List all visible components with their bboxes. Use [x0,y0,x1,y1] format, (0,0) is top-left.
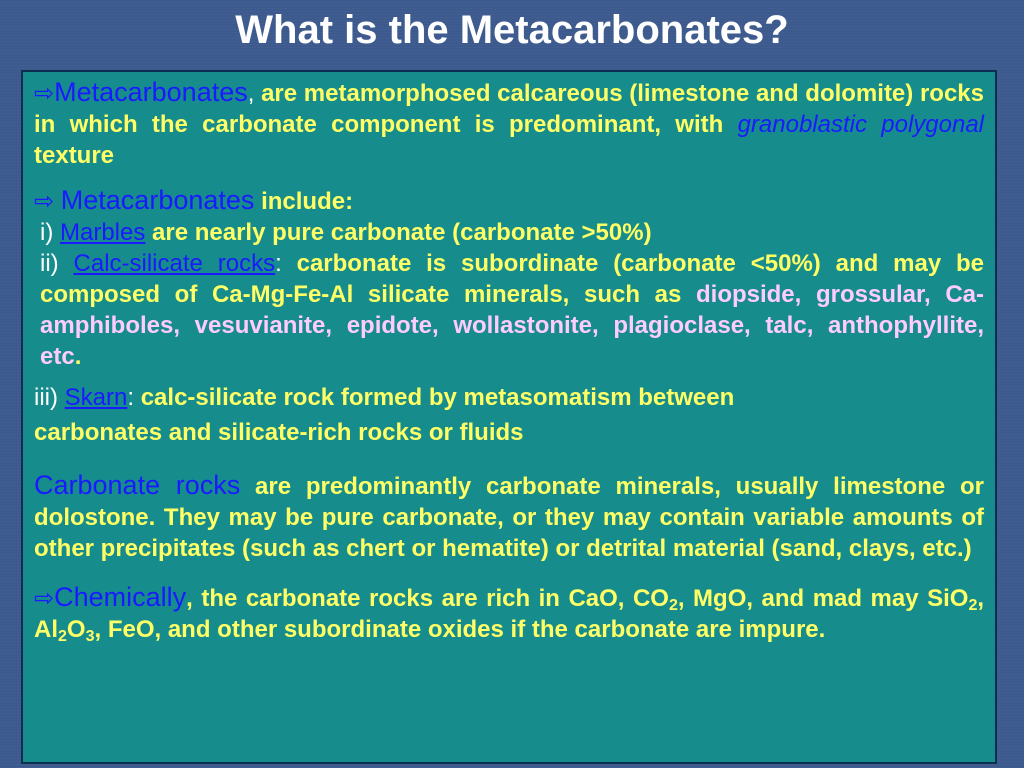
term-skarn: Skarn [64,384,128,411]
chem-text: , Al [34,585,985,643]
list-item-skarn-cont [34,417,984,448]
item-text: carbonate is subordinate (carbonate <50%) and may be composed of Ca-Mg-Fe-Al silicate minerals, such as [40,250,985,308]
item-text: are nearly pure carbonate (carbonate >50%) [145,219,652,246]
item-number: i) [40,219,60,246]
content-panel [21,70,997,764]
item-number: ii) [40,250,74,277]
period: . [74,343,82,370]
arrow-icon: ⇨ [34,188,55,215]
colon: : [127,384,135,411]
term-carbonate-rocks: Carbonate rocks [34,470,241,500]
list-item-calc-silicate [34,248,984,372]
term-calc-silicate: Calc-silicate rocks [73,250,276,277]
item-text-cont: carbonates and silicate-rich rocks or fluids [34,419,524,446]
definition-text-end: texture [34,142,115,169]
comma: , [247,80,255,107]
paragraph-chemically [34,582,984,645]
include-text: include: [254,188,354,215]
subscript: 3 [85,628,95,645]
chem-text: O [66,616,86,643]
item-text: calc-silicate rock formed by metasomatism between [134,384,735,411]
subscript: 2 [668,597,678,614]
item-number: iii) [34,384,65,411]
texture-term: granoblastic polygonal [737,111,984,138]
chem-text: , FeO, and other subordinate oxides if the carbonate are impure. [94,616,826,643]
definition-text: are metamorphosed calcareous (limestone and dolomite) rocks in which the carbonate component is predominant, with [34,80,984,138]
list-item-marbles [34,217,984,248]
term-metacarbonates: Metacarbonates [54,77,248,107]
list-item-skarn [34,382,984,413]
colon: : [275,250,282,277]
chem-text: , the carbonate rocks are rich in CaO, CO [186,585,669,612]
chem-text: , MgO, and mad may SiO [677,585,969,612]
paragraph-include [34,185,984,217]
arrow-icon: ⇨ [34,585,55,612]
term-marbles: Marbles [60,219,146,246]
subscript: 2 [58,628,67,645]
slide-title: What is the Metacarbonates? [235,8,789,52]
paragraph-definition [34,77,984,171]
term-chemically: Chemically [54,582,187,612]
subscript: 2 [968,597,978,614]
term-metacarbonates: Metacarbonates [60,185,255,215]
arrow-icon: ⇨ [34,80,55,107]
mineral-list: diopside, grossular, Ca-amphiboles, vesuvianite, epidote, wollastonite, plagioclase, talc, anthophyllite, etc [40,281,984,370]
carbonate-text: are predominantly carbonate minerals, usually limestone or dolostone. They may be pure carbonate, or they may contain variable amounts of other precipitates (such as chert or hematite) or detrital material (sand, clays, etc.) [34,473,984,562]
paragraph-carbonate-rocks [34,470,984,564]
